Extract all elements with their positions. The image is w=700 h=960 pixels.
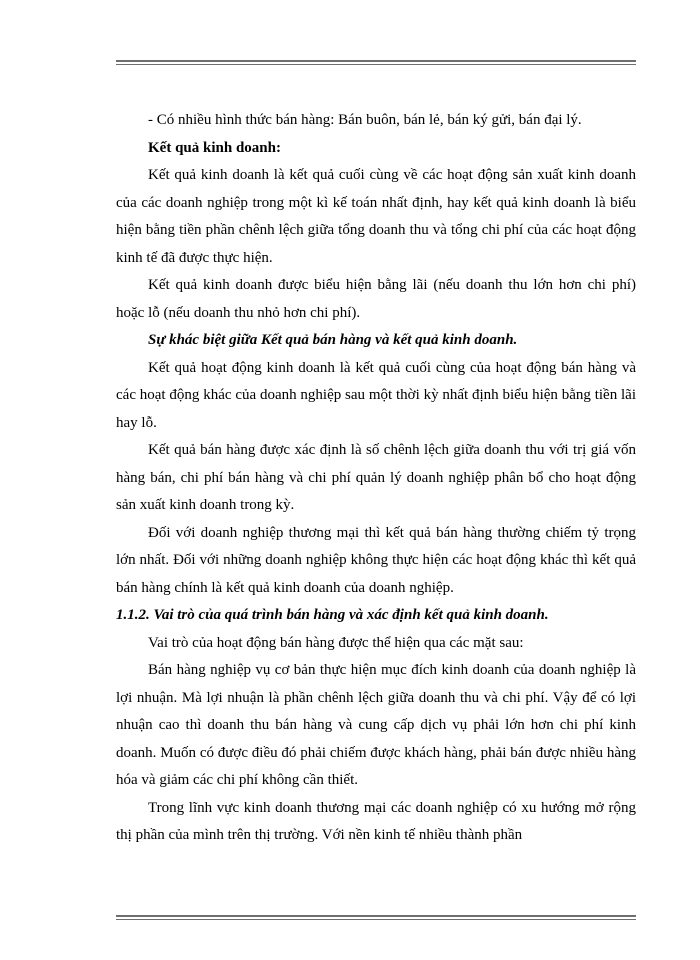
paragraph: Kết quả hoạt động kinh doanh là kết quả cuối cùng của hoạt động bán hàng và các hoạt động khác của doanh nghiệp sau một thời kỳ nhất định biểu hiện bằng tiền lãi hay lỗ. <box>116 359 636 431</box>
page-body <box>116 107 636 850</box>
heading-difference: Sự khác biệt giữa Kết quả bán hàng và kết quả kinh doanh. <box>148 332 518 348</box>
header-rule <box>116 60 636 65</box>
section-heading-1-1-2: 1.1.2. Vai trò của quá trình bán hàng và xác định kết quả kinh doanh. <box>116 607 549 623</box>
paragraph: Trong lĩnh vực kinh doanh thương mại các doanh nghiệp có xu hướng mở rộng thị phần của mình trên thị trường. Với nền kinh tế nhiều thành phần <box>116 799 636 843</box>
paragraph: Kết quả kinh doanh là kết quả cuối cùng về các hoạt động sản xuất kinh doanh của các doanh nghiệp trong một kì kế toán nhất định, hay kết quả kinh doanh là biểu hiện bằng tiền phần chênh lệch giữa tổng doanh thu và tổng chi phí của các hoạt động kinh tế đã được thực hiện. <box>116 167 636 266</box>
paragraph: Kết quả kinh doanh được biểu hiện bằng lãi (nếu doanh thu lớn hơn chi phí) hoặc lỗ (nếu doanh thu nhỏ hơn chi phí). <box>116 277 636 321</box>
bullet-sales-forms: - Có nhiều hình thức bán hàng: Bán buôn, bán lẻ, bán ký gửi, bán đại lý. <box>148 112 582 128</box>
paragraph: Đối với doanh nghiệp thương mại thì kết quả bán hàng thường chiếm tỷ trọng lớn nhất. Đối với những doanh nghiệp không thực hiện các hoạt động khác thì kết quả bán hàng chính là kết quả kinh doanh của doanh nghiệp. <box>116 524 636 596</box>
paragraph: Kết quả bán hàng được xác định là số chênh lệch giữa doanh thu với trị giá vốn hàng bán, chi phí bán hàng và chi phí quản lý doanh nghiệp phân bổ cho hoạt động sản xuất kinh doanh trong kỳ. <box>116 442 636 513</box>
footer-rule <box>116 915 636 920</box>
paragraph: Bán hàng nghiệp vụ cơ bản thực hiện mục đích kinh doanh của doanh nghiệp là lợi nhuận. Mà lợi nhuận là phần chênh lệch giữa doanh thu và chi phí. Vậy để có lợi nhuận cao thì doanh thu bán hàng và cung cấp dịch vụ phải lớn hơn chi phí kinh doanh. Muốn có được điều đó phải chiếm được khách hàng, phải bán được nhiều hàng hóa và giảm các chi phí không cần thiết. <box>116 662 636 788</box>
paragraph: Vai trò của hoạt động bán hàng được thể hiện qua các mặt sau: <box>148 634 524 651</box>
heading-business-result: Kết quả kinh doanh: <box>148 139 281 156</box>
